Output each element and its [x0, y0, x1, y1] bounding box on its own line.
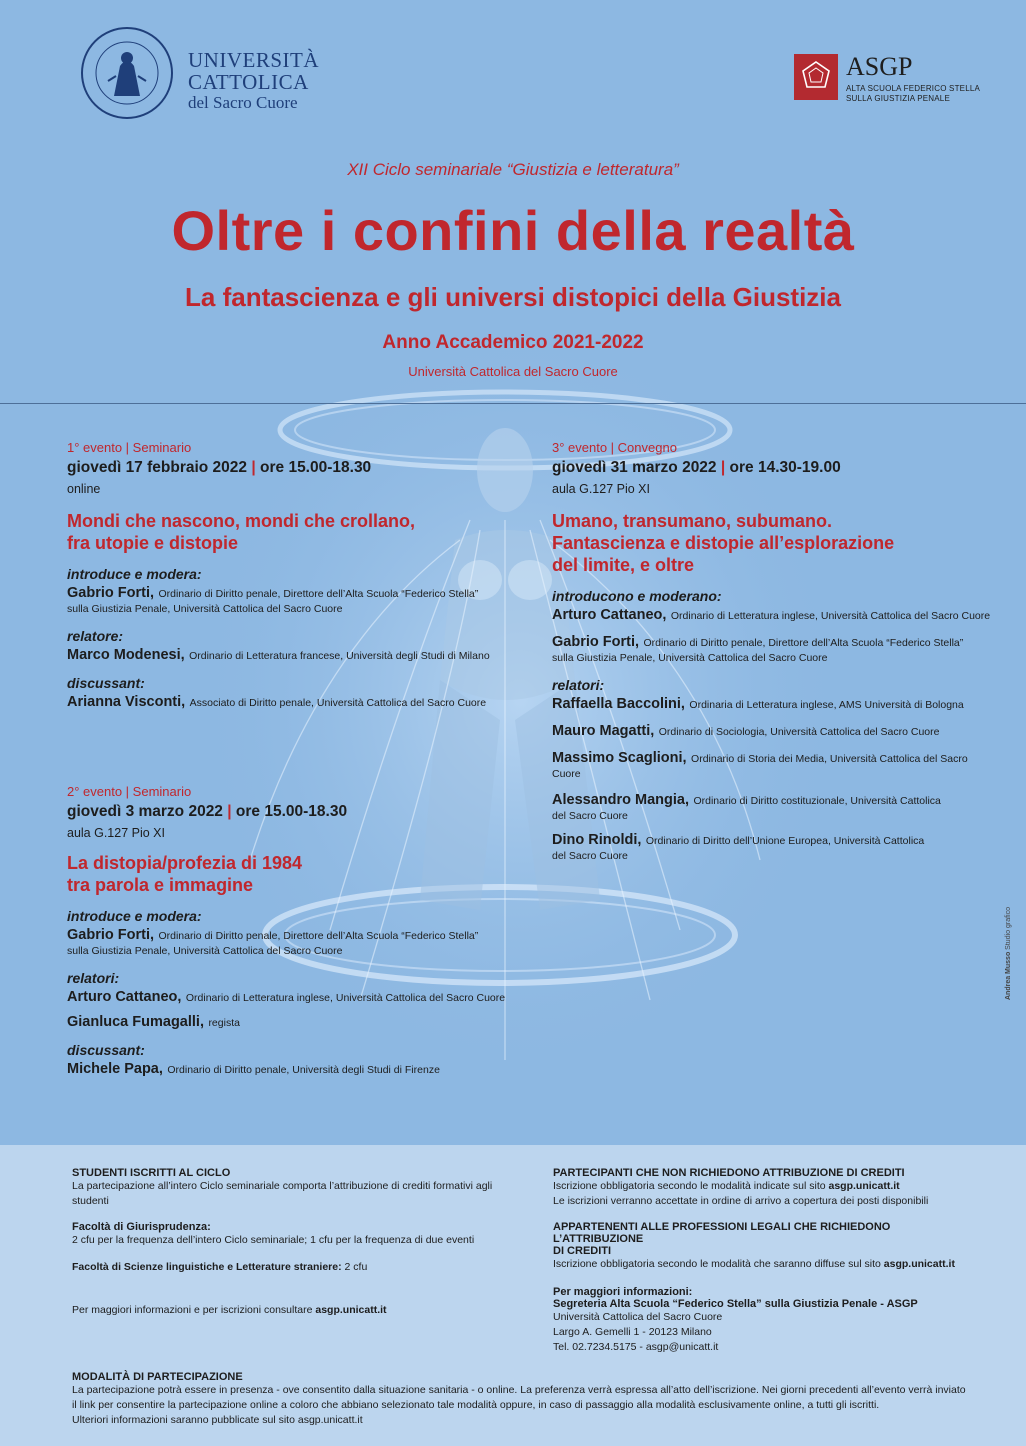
- person-affiliation: Ordinario di Letteratura inglese, Università Cattolica del Sacro Cuore: [185, 992, 506, 1004]
- event-label: 1° evento | Seminario: [67, 440, 192, 455]
- info-text: [72, 1303, 512, 1318]
- person-name: Dino Rinoldi,: [552, 832, 642, 848]
- person: [67, 1062, 507, 1077]
- event-day: giovedì 3 marzo 2022: [67, 803, 223, 820]
- person: [67, 695, 507, 710]
- info-students: [72, 1167, 512, 1318]
- info-text: Ulteriori informazioni saranno pubblicate sul sito asgp.unicatt.it: [72, 1414, 363, 1426]
- designer-credit: [1005, 907, 1012, 1000]
- person-affiliation-cont: sulla Giustizia Penale, Università Cattolica del Sacro Cuore: [552, 652, 828, 664]
- role-label: relatori:: [67, 970, 120, 986]
- person-affiliation: Ordinario di Diritto dell’Unione Europea, Università Cattolica: [645, 835, 925, 847]
- university-name-line3: del Sacro Cuore: [188, 93, 298, 112]
- person-name: Arturo Cattaneo,: [67, 989, 182, 1005]
- person: [67, 1015, 507, 1030]
- credit-studio: Studio grafico: [1005, 907, 1012, 950]
- person: [67, 648, 507, 663]
- university-name-line1: UNIVERSITÀ: [188, 48, 319, 72]
- person: [67, 586, 507, 616]
- info-text: 2 cfu per la frequenza dell’intero Ciclo seminariale; 1 cfu per la frequenza di due eventi: [72, 1234, 475, 1246]
- info-text: [72, 1260, 512, 1275]
- person-affiliation: Ordinario di Storia dei Media, Università Cattolica del Sacro Cuore: [552, 753, 968, 780]
- person: [552, 833, 992, 863]
- person-affiliation: Ordinario di Diritto costituzionale, Università Cattolica: [693, 795, 941, 807]
- event-title: Mondi che nascono, mondi che crollano, fra utopie e distopie: [67, 511, 416, 553]
- asgp-subtitle-line2: SULLA GIUSTIZIA PENALE: [846, 94, 950, 103]
- info-heading: Facoltà di Scienze linguistiche e Letterature straniere:: [72, 1261, 342, 1273]
- event-date: giovedì 3 marzo 2022 | ore 15.00-18.30: [67, 803, 348, 820]
- info-section: [0, 1145, 1026, 1446]
- person-affiliation: regista: [208, 1017, 240, 1029]
- contact-address: Largo A. Gemelli 1 - 20123 Milano: [553, 1326, 712, 1338]
- info-heading: Facoltà di Giurisprudenza:: [72, 1221, 211, 1233]
- info-heading: DI CREDITI: [553, 1245, 612, 1257]
- role-label: introducono e moderano:: [552, 588, 722, 604]
- person-name: Arianna Visconti,: [67, 694, 186, 710]
- role-label: relatore:: [67, 628, 124, 644]
- person-name: Massimo Scaglioni,: [552, 750, 687, 766]
- page-subtitle: La fantascienza e gli universi distopici della Giustizia: [185, 282, 841, 312]
- person-affiliation: Ordinario di Letteratura francese, Università degli Studi di Milano: [189, 650, 490, 662]
- info-heading: PARTECIPANTI CHE NON RICHIEDONO ATTRIBUZIONE DI CREDITI: [553, 1167, 905, 1179]
- event-place: online: [67, 482, 101, 496]
- university-name-line2: CATTOLICA: [188, 70, 309, 94]
- person-name: Marco Modenesi,: [67, 647, 185, 663]
- info-text: [553, 1257, 973, 1272]
- site-link[interactable]: asgp.unicatt.it: [315, 1304, 387, 1316]
- event-label: 3° evento | Convegno: [552, 440, 677, 455]
- person: [552, 697, 992, 712]
- event-date: giovedì 17 febbraio 2022 | ore 15.00-18.30: [67, 459, 372, 476]
- role-label: introduce e modera:: [67, 908, 202, 924]
- event-time: ore 15.00-18.30: [235, 803, 348, 820]
- event-place: aula G.127 Pio XI: [552, 482, 650, 496]
- event-title: Umano, transumano, subumano. Fantascienza e distopie all’esplorazione del limite, e oltre: [552, 511, 895, 575]
- person-name: Raffaella Baccolini,: [552, 696, 685, 712]
- person-affiliation-cont: del Sacro Cuore: [552, 810, 628, 822]
- asgp-name: ASGP: [846, 52, 913, 81]
- person-name: Gabrio Forti,: [67, 927, 154, 943]
- person-affiliation: Ordinario di Diritto penale, Direttore dell’Alta Scuola “Federico Stella”: [158, 930, 479, 942]
- university-line: Università Cattolica del Sacro Cuore: [408, 364, 618, 379]
- person-name: Gabrio Forti,: [552, 634, 639, 650]
- person-affiliation: Ordinaria di Letteratura inglese, AMS Università di Bologna: [689, 699, 964, 711]
- page-title: Oltre i confini della realtà: [171, 199, 855, 262]
- university-seal-icon: [80, 26, 174, 120]
- event-2: [67, 784, 507, 1077]
- person-affiliation: Ordinario di Diritto penale, Direttore dell’Alta Scuola “Federico Stella”: [643, 637, 964, 649]
- person: [67, 990, 507, 1005]
- person-name: Alessandro Mangia,: [552, 792, 689, 808]
- person-name: Michele Papa,: [67, 1061, 163, 1077]
- info-heading: STUDENTI ISCRITTI AL CICLO: [72, 1167, 231, 1179]
- event-1: [67, 440, 507, 710]
- cycle-line: XII Ciclo seminariale “Giustizia e letteratura”: [347, 160, 679, 179]
- role-label: relatori:: [552, 677, 605, 693]
- info-value: Iscrizione obbligatoria secondo le modalità che saranno diffuse sul sito: [553, 1258, 881, 1270]
- info-value: Iscrizione obbligatoria secondo le modalità indicate sul sito: [553, 1180, 826, 1192]
- site-link[interactable]: asgp.unicatt.it: [883, 1258, 955, 1270]
- person-affiliation-cont: sulla Giustizia Penale, Università Cattolica del Sacro Cuore: [67, 603, 343, 615]
- person: [552, 608, 992, 623]
- info-participants: [553, 1167, 973, 1355]
- info-modalita: [72, 1371, 992, 1428]
- person: [67, 928, 507, 958]
- info-text: La partecipazione all’intero Ciclo seminariale comporta l’attribuzione di crediti formativi agli studenti: [72, 1180, 493, 1207]
- person-affiliation: Associato di Diritto penale, Università Cattolica del Sacro Cuore: [189, 697, 487, 709]
- info-heading: Per maggiori informazioni:: [553, 1286, 693, 1298]
- person: [552, 635, 992, 665]
- event-date: giovedì 31 marzo 2022 | ore 14.30-19.00: [552, 459, 841, 476]
- info-value: Per maggiori informazioni e per iscrizioni consultare: [72, 1304, 313, 1316]
- info-text: [553, 1179, 973, 1194]
- asgp-logo: [794, 54, 994, 104]
- person-affiliation: Ordinario di Sociologia, Università Cattolica del Sacro Cuore: [658, 726, 940, 738]
- event-day: giovedì 31 marzo 2022: [552, 459, 717, 476]
- person-name: Arturo Cattaneo,: [552, 607, 667, 623]
- person-affiliation-cont: del Sacro Cuore: [552, 850, 628, 862]
- role-label: discussant:: [67, 1042, 145, 1058]
- info-heading: MODALITÀ DI PARTECIPAZIONE: [72, 1371, 243, 1383]
- person: [552, 793, 992, 823]
- person: [552, 724, 992, 739]
- info-text: Le iscrizioni verranno accettate in ordine di arrivo a copertura dei posti disponibili: [553, 1195, 929, 1207]
- person-affiliation: Ordinario di Letteratura inglese, Università Cattolica del Sacro Cuore: [670, 610, 991, 622]
- university-logo: [80, 26, 319, 126]
- contact-org: Segreteria Alta Scuola “Federico Stella” sulla Giustizia Penale - ASGP: [553, 1298, 918, 1310]
- event-day: giovedì 17 febbraio 2022: [67, 459, 248, 476]
- event-3: [552, 440, 992, 863]
- asgp-dodecahedron-icon: [794, 54, 838, 100]
- asgp-subtitle-line1: ALTA SCUOLA FEDERICO STELLA: [846, 84, 981, 93]
- role-label: introduce e modera:: [67, 566, 202, 582]
- academic-year: Anno Accademico 2021-2022: [382, 332, 644, 353]
- site-link[interactable]: asgp.unicatt.it: [828, 1180, 900, 1192]
- person-affiliation: Ordinario di Diritto penale, Direttore dell’Alta Scuola “Federico Stella”: [158, 588, 479, 600]
- event-title: La distopia/profezia di 1984 tra parola e immagine: [67, 853, 303, 895]
- role-label: discussant:: [67, 675, 145, 691]
- person: [552, 751, 992, 781]
- info-text: La partecipazione potrà essere in presenza - ove consentito dalla situazione sanitaria - o online. La preferenza verrà espressa all’atto dell’iscrizione. Nei giorni precedenti all’evento verrà inviato: [72, 1384, 966, 1396]
- person-name: Gianluca Fumagalli,: [67, 1014, 204, 1030]
- credit-author: Andrea Musso: [1005, 951, 1012, 1000]
- info-text: il link per consentire la partecipazione online a coloro che abbiano selezionato tale modalità oppure, in caso di passaggio alla modalità esclusivamente online, a tutti gli iscritti.: [72, 1399, 880, 1411]
- contact-phone-email: Tel. 02.7234.5175 - asgp@unicatt.it: [553, 1341, 719, 1353]
- person-affiliation-cont: sulla Giustizia Penale, Università Cattolica del Sacro Cuore: [67, 945, 343, 957]
- info-value: 2 cfu: [344, 1261, 368, 1273]
- header-divider: [0, 403, 1026, 404]
- person-name: Gabrio Forti,: [67, 585, 154, 601]
- event-label: 2° evento | Seminario: [67, 784, 192, 799]
- info-heading: APPARTENENTI ALLE PROFESSIONI LEGALI CHE RICHIEDONO L’ATTRIBUZIONE: [553, 1221, 891, 1245]
- contact-uni: Università Cattolica del Sacro Cuore: [553, 1311, 723, 1323]
- event-time: ore 14.30-19.00: [729, 459, 841, 476]
- person-affiliation: Ordinario di Diritto penale, Università degli Studi di Firenze: [167, 1064, 440, 1076]
- person-name: Mauro Magatti,: [552, 723, 655, 739]
- event-place: aula G.127 Pio XI: [67, 826, 165, 840]
- event-time: ore 15.00-18.30: [260, 459, 372, 476]
